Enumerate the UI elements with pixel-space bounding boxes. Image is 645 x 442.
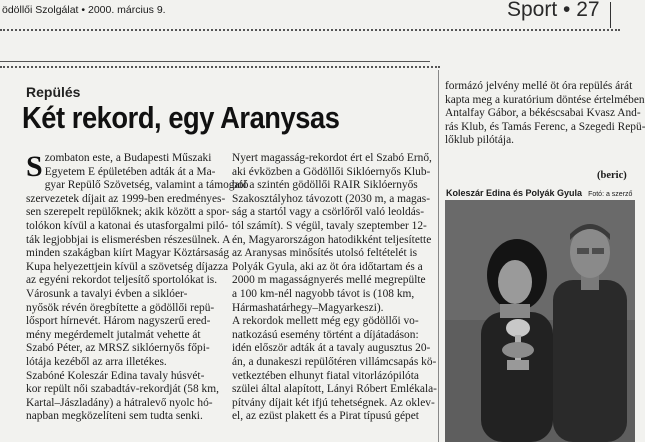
column-1-line: Szabó Péter, az MRSZ siklóernyős főpi-	[26, 342, 210, 355]
column-2-line: pítvány díjait két ifjú tehetségnek. Az oklev-	[232, 396, 435, 409]
column-1-line: napban megközelíteni sem tudta senki.	[26, 410, 203, 423]
column-2-line: Hármashatárhegy–Magyarkeszi).	[232, 301, 384, 314]
column-2-line: el, az ezüst plakett és a Pirat típusú gépet	[232, 410, 419, 423]
column-1-line: minden szakágban kiírt Magyar Köztársaság	[26, 247, 230, 260]
column-divider	[438, 70, 439, 442]
column-2-line: ság a startól vagy a csörlőről való leoldás-	[232, 206, 425, 219]
column-2-line: az Aranysas minősítés utolsó feltételét is	[232, 247, 418, 260]
column-1-line: zombaton este, a Budapesti Műszaki	[44, 152, 212, 164]
column-3-line: lőklub pilótája.	[445, 134, 514, 147]
column-2-line: 2000 m magasságnyerés mellé megrepülte	[232, 274, 426, 287]
column-1-line: nyősök révén öregbítette a gödöllői repü-	[26, 301, 215, 314]
column-1-line: gyar Repülő Szövetség, valamint a támogató	[44, 179, 249, 192]
column-2-line: Nyert magasság-rekordot ért el Szabó Ernő,	[232, 152, 432, 164]
column-1-line: Városunk a tavalyi évben a siklóer-	[26, 287, 188, 300]
author-signature: (beric)	[597, 170, 627, 181]
column-1-line: szervezetek díjait az 1999-ben eredményes-	[26, 192, 226, 205]
column-1-line: Kartal–Jászladány) a hátralevő nyolc hó-	[26, 396, 213, 409]
photo-caption	[446, 188, 632, 198]
column-1-body-lines	[26, 206, 231, 424]
column-1-line: sen szerepelt repülőknek; akik között a spor-	[26, 206, 230, 219]
photo-illustration	[445, 200, 635, 442]
column-2-line: án, a dunakeszi repülőtéren villámcsapás kö-	[232, 355, 437, 368]
column-1-line: az egyéni rekordot teljesítő sportolókat is.	[26, 274, 218, 287]
article-column-2	[232, 152, 437, 424]
column-1-line: kor repült női szabadtáv-rekordját (58 km,	[26, 383, 219, 396]
article-top-rule	[0, 61, 430, 62]
column-2-line: natkozású esemény történt a díjátadáson:	[232, 328, 419, 341]
news-photo	[445, 200, 635, 442]
article-column-1	[26, 150, 249, 424]
column-1-line: lótája kezéből az arra illetékes.	[26, 355, 167, 368]
column-2-line: idén először adták át a tavaly augusztus 20-	[232, 342, 431, 355]
column-3-line: Antalfay Gábor, a békéscsabai Kvasz And-	[445, 107, 641, 120]
section-page-number: Sport • 27	[507, 0, 600, 21]
column-2-line: én, Magyarországon hatodikként teljesítette	[232, 233, 432, 246]
column-3-line: rás Klub, és Tamás Ferenc, a Szegedi Repü-	[445, 120, 645, 133]
column-2-line: aki évközben a Gödöllői Siklóernyős Klub-	[232, 165, 431, 178]
column-2-line: tól számít). S végül, tavaly szeptember 12-	[232, 219, 427, 232]
column-2-line: vetkeztében elhunyt fiatal vitorlázópilóta	[232, 369, 419, 382]
column-1-line: lősport hírnevét. Három nagyszerű ered-	[26, 315, 211, 328]
column-1-line: tolókon kívül a katonai és utasforgalmi piló-	[26, 219, 229, 232]
column-1-line: Szabóné Koleszár Edina tavaly húsvét-	[26, 369, 205, 382]
drop-cap: S	[26, 150, 43, 183]
header-dotted-rule	[0, 29, 620, 31]
column-1-line: mény megérdemelt jutalmát vehette át	[26, 328, 201, 341]
photo-credit: Fotó: a szerző	[588, 191, 633, 198]
column-3-line: kapta meg a kuratórium döntése értelmében	[445, 93, 645, 106]
column-2-line: szülei által alapított, Lányi Róbert Emlékala-	[232, 383, 437, 396]
column-1-line: ták legjobbjai is elismerésben részesülnek. A	[26, 233, 231, 246]
header-divider	[610, 2, 611, 28]
column-1-line: Egyetem E épületében adták át a Ma-	[44, 165, 216, 178]
article-column-3	[445, 80, 645, 148]
column-2-line: ból a szintén gödöllői RAIR Siklóernyős	[232, 179, 418, 192]
publication-line: ödöllői Szolgálat • 2000. március 9.	[2, 4, 166, 16]
column-2-line: a 100 km-nél nagyobb távot is (108 km,	[232, 287, 415, 300]
article-dotted-rule	[0, 66, 440, 68]
caption-names: Koleszár Edina és Polyák Gyula	[446, 188, 583, 198]
column-2-line: A rekordok mellett még egy gödöllői vo-	[232, 315, 419, 328]
column-1-line: Kupa helyezettjein kívül a szövetség díjazza	[26, 260, 229, 273]
article-headline: Két rekord, egy Aranysas	[22, 100, 340, 135]
column-1-lead-lines	[26, 152, 249, 206]
column-2-line: Polyák Gyula, aki az öt óra időtartam és a	[232, 260, 423, 273]
column-3-line: formázó jelvény mellé öt óra repülés árát	[445, 80, 633, 92]
column-2-line: Szakosztályhoz távozott (2030 m, a magas-	[232, 192, 431, 205]
article-kicker: Repülés	[26, 84, 81, 100]
